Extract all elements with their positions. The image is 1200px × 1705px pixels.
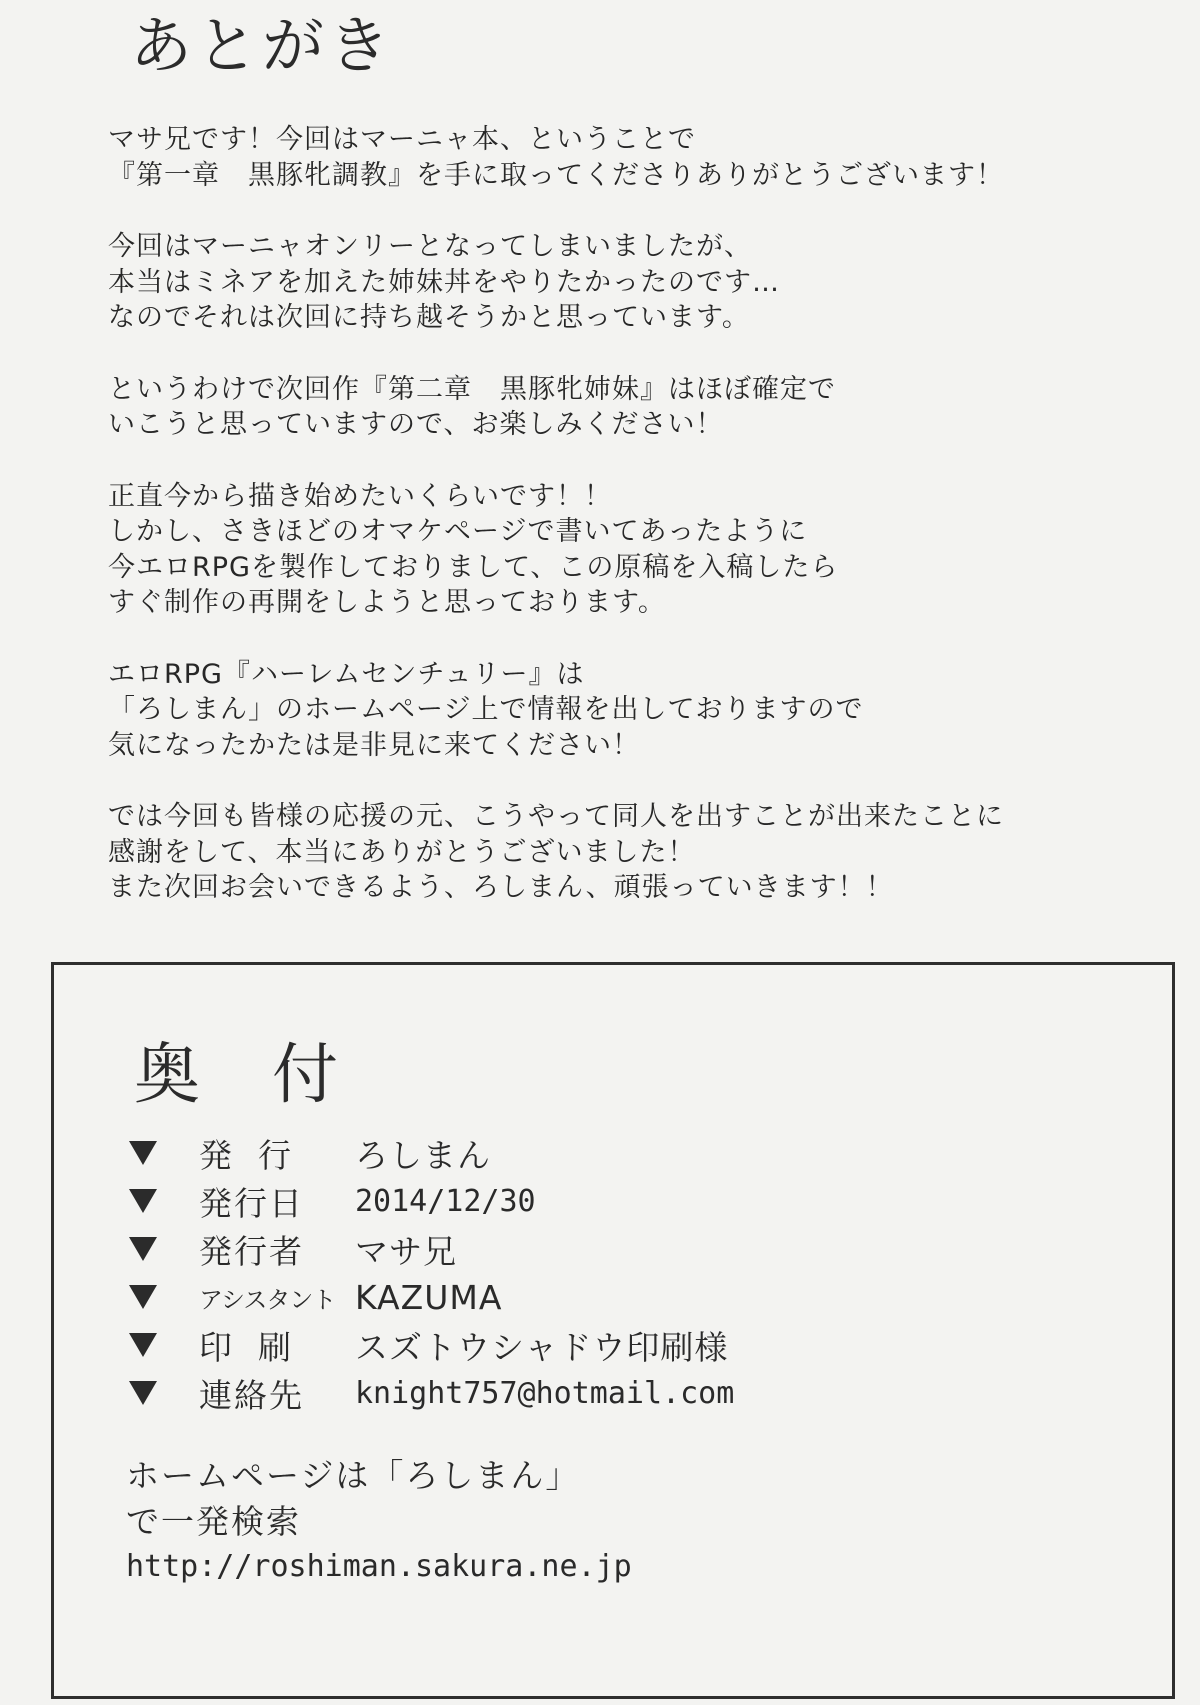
colophon-label: 発行日 bbox=[199, 1183, 304, 1223]
afterword-line: エロRPG『ハーレムセンチュリー』は bbox=[108, 658, 585, 690]
afterword-paragraph bbox=[108, 799, 1128, 906]
triangle-bullet-icon bbox=[129, 1381, 157, 1405]
afterword-line: いこうと思っていますので、お楽しみください！ bbox=[108, 409, 724, 440]
afterword-line: というわけで次回作『第二章 黒豚牝姉妹』はほぼ確定で bbox=[108, 373, 836, 405]
afterword-line: 気になったかたは是非見に来てください！ bbox=[108, 729, 640, 761]
afterword-body bbox=[108, 122, 1128, 942]
colophon-row-assistant bbox=[129, 1273, 734, 1321]
homepage-line: で一発検索 bbox=[126, 1502, 301, 1541]
triangle-bullet-icon bbox=[129, 1141, 157, 1165]
colophon-value: KAZUMA bbox=[355, 1277, 503, 1317]
afterword-line: 『第一章 黒豚牝調教』を手に取ってくださりありがとうございます！ bbox=[108, 159, 1004, 191]
afterword-line: 今エロRPGを製作しておりまして、この原稿を入稿したら bbox=[108, 551, 839, 583]
afterword-line: すぐ制作の再開をしようと思っております。 bbox=[108, 587, 666, 618]
afterword-paragraph bbox=[108, 122, 1128, 193]
afterword-line: 今回はマーニャオンリーとなってしまいましたが、 bbox=[108, 231, 752, 262]
afterword-title: あとがき bbox=[130, 9, 395, 82]
homepage-line: ホームページは「ろしまん」 bbox=[126, 1456, 581, 1495]
colophon-row-date bbox=[129, 1177, 734, 1225]
afterword-line: 本当はミネアを加えた姉妹丼をやりたかったのです… bbox=[108, 266, 780, 298]
triangle-bullet-icon bbox=[129, 1189, 157, 1213]
colophon-list bbox=[129, 1129, 734, 1417]
colophon-label: アシスタント bbox=[199, 1285, 336, 1314]
colophon-label: 印刷 bbox=[199, 1327, 317, 1367]
afterword-line: マサ兄です！今回はマーニャ本、ということで bbox=[108, 124, 696, 155]
triangle-bullet-icon bbox=[129, 1333, 157, 1357]
colophon-value: マサ兄 bbox=[355, 1231, 457, 1271]
afterword-line: 感謝をして、本当にありがとうございました！ bbox=[108, 836, 696, 868]
afterword-line: 「ろしまん」のホームページ上で情報を出しておりますので bbox=[108, 694, 864, 725]
colophon-label: 発行者 bbox=[199, 1231, 304, 1271]
triangle-bullet-icon bbox=[129, 1285, 157, 1309]
afterword-paragraph bbox=[108, 229, 1128, 336]
afterword-line: しかし、さきほどのオマケページで書いてあったように bbox=[108, 516, 808, 547]
colophon-box bbox=[51, 962, 1175, 1699]
afterword-paragraph bbox=[108, 479, 1128, 621]
afterword-line: では今回も皆様の応援の元、こうやって同人を出すことが出来たことに bbox=[108, 801, 1004, 832]
colophon-label: 発行 bbox=[199, 1135, 317, 1175]
triangle-bullet-icon bbox=[129, 1237, 157, 1261]
homepage-info bbox=[126, 1453, 632, 1589]
colophon-row-contact bbox=[129, 1369, 734, 1417]
colophon-value: knight757@hotmail.com bbox=[355, 1375, 735, 1411]
afterword-line: また次回お会いできるよう、ろしまん、頑張っていきます！！ bbox=[108, 872, 894, 903]
colophon-value: ろしまん bbox=[355, 1135, 491, 1175]
colophon-label: 連絡先 bbox=[199, 1375, 304, 1415]
homepage-url: http://roshiman.sakura.ne.jp bbox=[126, 1549, 632, 1584]
colophon-value: スズトウシャドウ印刷様 bbox=[355, 1327, 729, 1367]
afterword-line: 正直今から描き始めたいくらいです！！ bbox=[108, 480, 612, 512]
afterword-paragraph bbox=[108, 657, 1128, 764]
colophon-row-issuer bbox=[129, 1225, 734, 1273]
colophon-row-printer bbox=[129, 1321, 734, 1369]
colophon-title: 奥付 bbox=[134, 1036, 410, 1113]
afterword-paragraph bbox=[108, 372, 1128, 443]
afterword-line: なのでそれは次回に持ち越そうかと思っています。 bbox=[108, 302, 750, 333]
colophon-row-publisher bbox=[129, 1129, 734, 1177]
colophon-value: 2014/12/30 bbox=[355, 1183, 536, 1219]
